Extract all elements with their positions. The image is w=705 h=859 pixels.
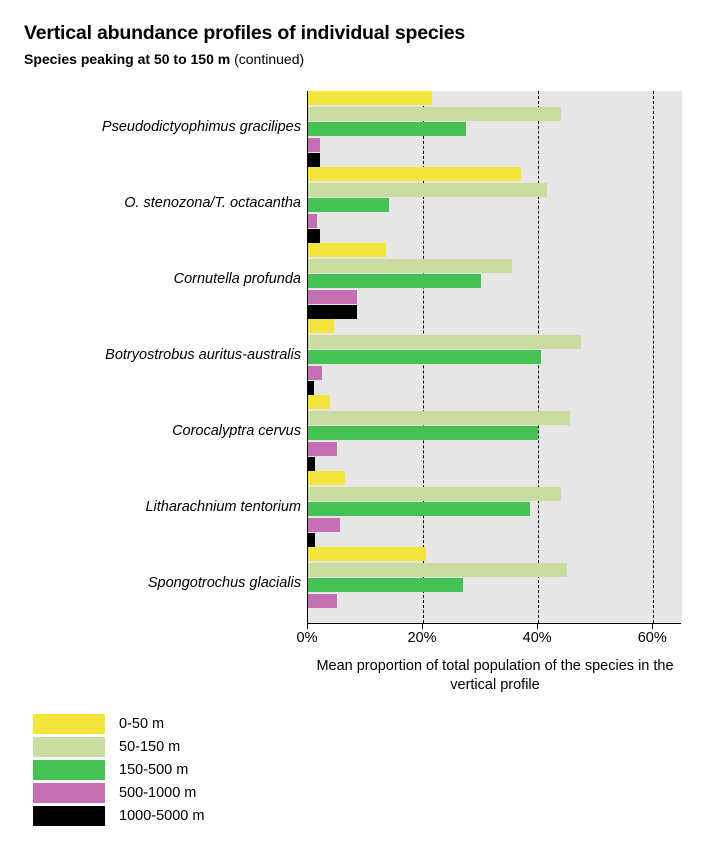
bar [308,533,315,547]
bar [308,502,530,516]
bar [308,214,317,228]
bar [308,411,570,425]
bar [308,243,386,257]
bar [308,471,345,485]
y-axis-label: Cornutella profunda [173,271,301,287]
bar [308,274,481,288]
x-tick-label: 20% [407,630,437,646]
x-axis-line [307,623,681,624]
bar [308,335,581,349]
gridline [653,91,654,623]
y-axis-label: Pseudodictyophimus gracilipes [101,119,301,135]
bar [308,319,334,333]
bar [308,107,561,121]
page-title: Vertical abundance profiles of individual species [24,22,466,44]
bar [308,229,320,243]
y-axis-label: Litharachnium tentorium [145,499,301,515]
legend-label: 0-50 m [119,715,165,732]
bar [308,457,315,471]
legend-swatch [33,783,105,803]
subtitle-main: Species peaking at 50 to 150 m [24,51,231,67]
page-subtitle [24,51,304,67]
subtitle-note: (continued) [234,51,305,67]
bar [308,183,547,197]
legend-item [33,758,204,781]
legend-swatch [33,806,105,826]
x-tick [307,623,308,629]
bar [308,487,561,501]
bar [308,198,389,212]
bar [308,138,320,152]
bar [308,153,320,167]
legend-label: 1000-5000 m [119,807,205,824]
y-axis-label: O. stenozona/T. octacantha [124,195,301,211]
bar [308,594,337,608]
bar [308,122,466,136]
x-tick [537,623,538,629]
bar [308,381,314,395]
bar [308,518,340,532]
legend [33,712,204,827]
bar [308,350,541,364]
bar [308,547,426,561]
y-axis-label: Botryostrobus auritus-australis [105,347,301,363]
bar [308,305,357,319]
bar [308,366,322,380]
bar [308,290,357,304]
bar [308,442,337,456]
x-tick [652,623,653,629]
plot-area [307,91,682,623]
legend-swatch [33,737,105,757]
x-tick-label: 0% [296,630,318,646]
y-axis-labels [0,91,301,623]
bar [308,395,330,409]
bar [308,563,567,577]
legend-item [33,735,204,758]
legend-label: 150-500 m [119,761,189,778]
x-tick-label: 40% [522,630,552,646]
legend-swatch [33,760,105,780]
y-axis-label: Corocalyptra cervus [172,423,301,439]
bar [308,167,521,181]
bar [308,91,432,105]
y-axis-label: Spongotrochus glacialis [147,575,301,591]
legend-item [33,804,204,827]
bar [308,259,512,273]
bar [308,578,463,592]
x-tick-label: 60% [637,630,667,646]
x-tick [422,623,423,629]
legend-label: 500-1000 m [119,784,197,801]
x-axis-title: Mean proportion of total population of the species in the vertical profile [316,658,674,693]
legend-label: 50-150 m [119,738,181,755]
bar [308,426,538,440]
legend-swatch [33,714,105,734]
legend-item [33,712,204,735]
legend-item [33,781,204,804]
